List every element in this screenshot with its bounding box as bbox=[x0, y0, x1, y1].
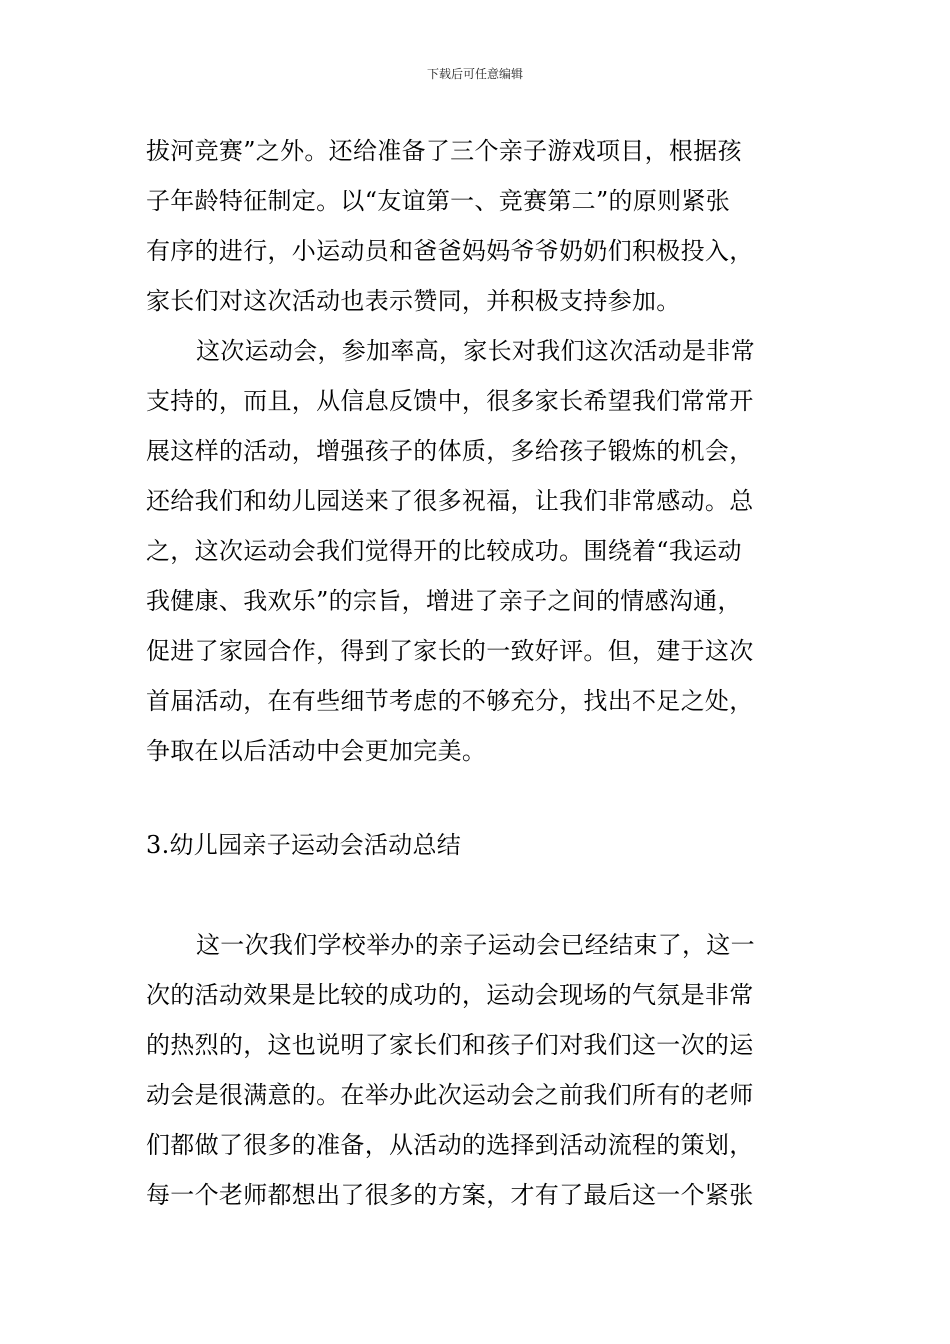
section-heading: 3.幼儿园亲子运动会活动总结 bbox=[146, 831, 462, 859]
paragraph-2-line-1: 这次运动会，参加率高，家长对我们这次活动是非常 bbox=[196, 337, 755, 365]
paragraph-1-line-1: 拔河竞赛”之外。还给准备了三个亲子游戏项目，根据孩 bbox=[146, 137, 742, 165]
paragraph-3-line-5: 们都做了很多的准备，从活动的选择到活动流程的策划， bbox=[146, 1131, 754, 1159]
paragraph-3-line-2: 次的活动效果是比较的成功的，运动会现场的气氛是非常 bbox=[146, 981, 754, 1009]
paragraph-3-line-6: 每一个老师都想出了很多的方案，才有了最后这一个紧张 bbox=[146, 1181, 754, 1209]
paragraph-2-line-2: 支持的，而且，从信息反馈中，很多家长希望我们常常开 bbox=[146, 387, 754, 415]
page-header: 下载后可任意编辑 bbox=[426, 67, 523, 81]
paragraph-2-line-5: 之，这次运动会我们觉得开的比较成功。围绕着“我运动 bbox=[146, 537, 742, 565]
paragraph-3-line-1: 这一次我们学校举办的亲子运动会已经结束了，这一 bbox=[196, 931, 755, 959]
paragraph-2-line-9: 争取在以后活动中会更加完美。 bbox=[146, 737, 487, 765]
paragraph-3-line-4: 动会是很满意的。在举办此次运动会之前我们所有的老师 bbox=[146, 1081, 754, 1109]
paragraph-1-line-4: 家长们对这次活动也表示赞同，并积极支持参加。 bbox=[146, 287, 681, 315]
paragraph-3-line-3: 的热烈的，这也说明了家长们和孩子们对我们这一次的运 bbox=[146, 1031, 754, 1059]
paragraph-2-line-8: 首届活动，在有些细节考虑的不够充分，找出不足之处， bbox=[146, 687, 754, 715]
paragraph-1-line-3: 有序的进行，小运动员和爸爸妈妈爷爷奶奶们积极投入， bbox=[146, 237, 754, 265]
paragraph-2-line-7: 促进了家园合作，得到了家长的一致好评。但，建于这次 bbox=[146, 637, 754, 665]
paragraph-2-line-3: 展这样的活动，增强孩子的体质，多给孩子锻炼的机会， bbox=[146, 437, 754, 465]
paragraph-2-line-4: 还给我们和幼儿园送来了很多祝福，让我们非常感动。总 bbox=[146, 487, 754, 515]
paragraph-1-line-2: 子年龄特征制定。以“友谊第一、竞赛第二”的原则紧张 bbox=[146, 187, 731, 215]
paragraph-2-line-6: 我健康、我欢乐”的宗旨，增进了亲子之间的情感沟通， bbox=[146, 587, 742, 615]
